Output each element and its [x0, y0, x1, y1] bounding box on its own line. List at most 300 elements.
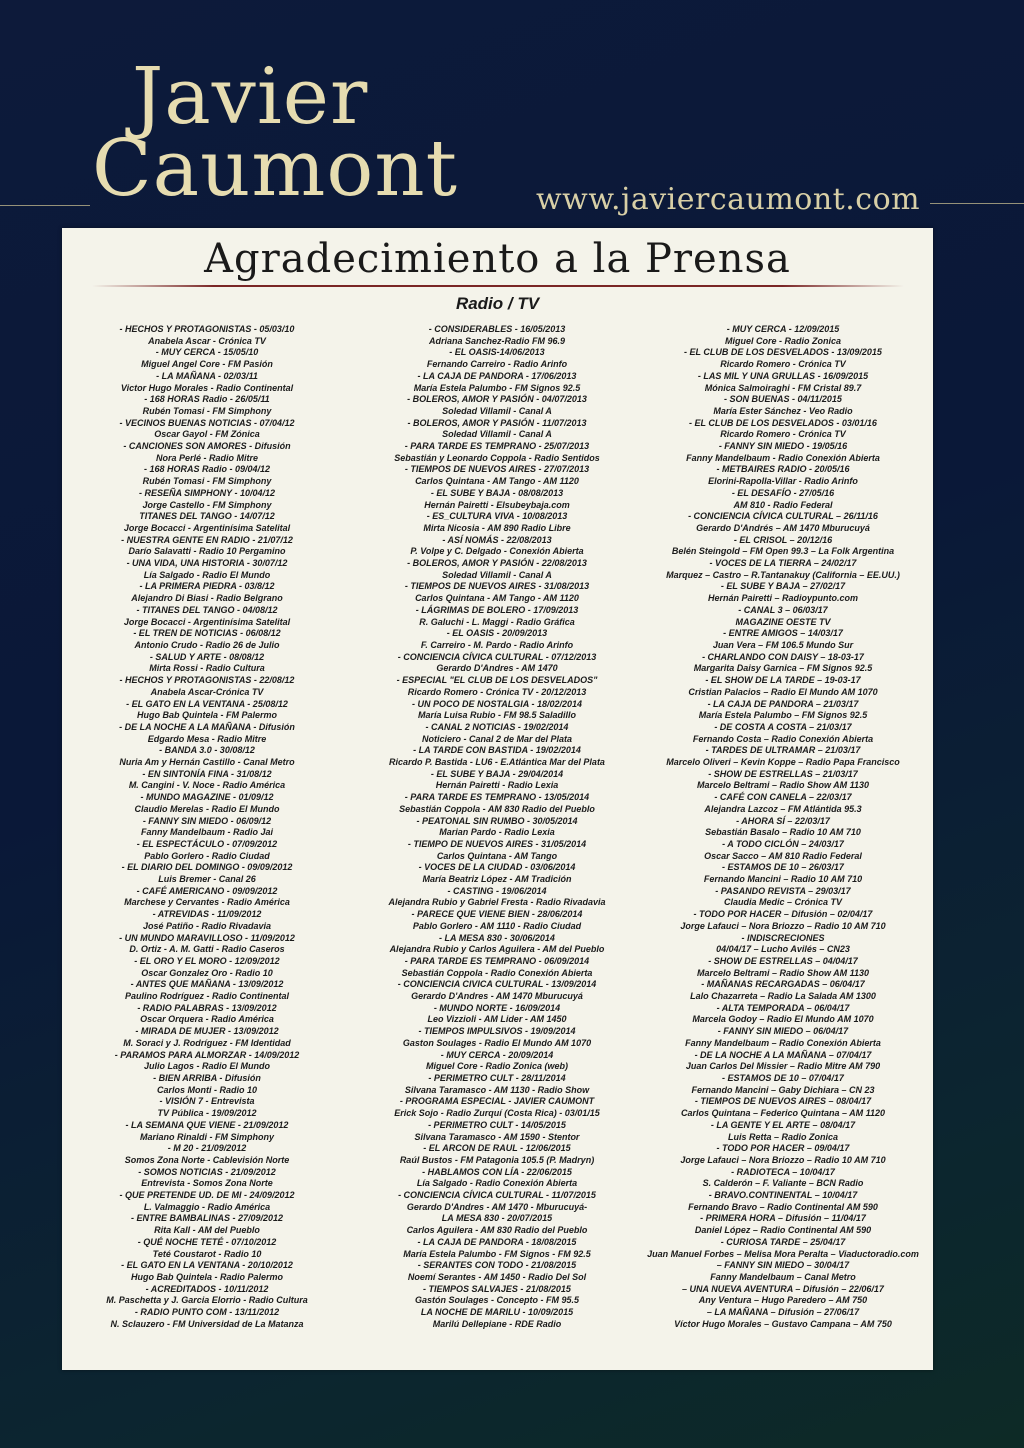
- press-entry: [352, 441, 642, 464]
- title-divider: [92, 285, 904, 287]
- press-entry: [62, 1096, 352, 1119]
- host-line: Hernán Pairetti - Radio Lexia: [435, 780, 559, 791]
- press-entry: [638, 1284, 928, 1307]
- program-line: - PERIMETRO CULT - 14/05/2015: [428, 1119, 566, 1130]
- program-line: - TIEMPO DE NUEVOS AIRES - 31/05/2014: [407, 838, 587, 849]
- program-line: - EL GATO EN LA VENTANA - 20/10/2012: [121, 1260, 293, 1271]
- press-entry: [638, 581, 928, 604]
- host-line: Ricardo Romero - Crónica TV: [720, 359, 846, 370]
- press-entry: [62, 1284, 352, 1307]
- program-line: - RADIO PALABRAS - 13/09/2012: [137, 1002, 277, 1013]
- host-line: Sebastián Coppola - Radio Conexión Abierta: [401, 967, 593, 978]
- host-line: Elorini-Rapolla-Villar - Radio Arinfo: [708, 476, 858, 487]
- program-line: - TIEMPOS DE NUEVOS AIRES – 08/04/17: [694, 1096, 872, 1107]
- program-line: - CAFÉ CON CANELA – 22/03/17: [714, 792, 852, 803]
- host-line: Oscar Gonzalez Oro - Radio 10: [141, 967, 273, 978]
- program-line: - EL OASIS - 20/09/2013: [446, 628, 548, 639]
- host-line: María Estela Palumbo - FM Signos 92.5: [413, 382, 581, 393]
- program-line: - ANTES QUE MAÑANA - 13/09/2012: [130, 979, 284, 990]
- host-line: MAGAZINE OESTE TV: [735, 616, 831, 627]
- press-entry: [62, 347, 352, 370]
- program-line: - TODO POR HACER – 09/04/17: [716, 1143, 850, 1154]
- program-line: - TITANES DEL TANGO - 04/08/12: [136, 604, 278, 615]
- host-line: Edgardo Mesa - Radio Mitre: [147, 733, 267, 744]
- program-line: - SALUD Y ARTE - 08/08/12: [149, 651, 265, 662]
- program-line: - CANAL 3 – 06/03/17: [738, 604, 828, 615]
- press-entry: [638, 722, 928, 745]
- press-entry: [352, 675, 642, 698]
- press-entry: [352, 699, 642, 722]
- press-entry: [352, 1073, 642, 1096]
- host-line: Jorge Bocacci - Argentinísima Satelital: [123, 522, 291, 533]
- press-entry: [352, 394, 642, 417]
- host-line: Juan Vera – FM 106.5 Mundo Sur: [712, 639, 854, 650]
- host-line: Cristian Palacios – Radio El Mundo AM 1070: [688, 686, 878, 697]
- host-line: Rita Kall - AM del Pueblo: [154, 1225, 260, 1236]
- press-entry: [352, 839, 642, 862]
- program-line: - CONSIDERABLES - 16/05/2013: [428, 324, 566, 334]
- host-line: L. Valmaggio - Radio América: [143, 1201, 271, 1212]
- press-column-2: [352, 324, 642, 1330]
- host-line: Gerardo D'Andrés – AM 1470 Mburucuyá: [696, 522, 870, 533]
- program-line: - ES_CULTURA VIVA - 10/08/2013: [426, 511, 568, 522]
- program-line: - PASANDO REVISTA – 29/03/17: [715, 885, 851, 896]
- press-entry: [638, 909, 928, 932]
- press-entry: [352, 371, 642, 394]
- program-line: - EL SUBE Y BAJA - 08/08/2013: [430, 487, 564, 498]
- press-entry: [352, 722, 642, 745]
- press-entry: [352, 535, 642, 558]
- program-line: - FANNY SIN MIEDO - 06/09/12: [142, 815, 272, 826]
- program-line: - PEATONAL SIN RUMBO - 30/05/2014: [416, 815, 578, 826]
- press-entry: [62, 769, 352, 792]
- press-entry: [62, 1213, 352, 1236]
- program-line: - ACREDITADOS - 10/11/2012: [145, 1283, 269, 1294]
- host-line: Sebastián y Leonardo Coppola - Radio Sentidos: [394, 452, 600, 463]
- host-line: Margarita Daisy Garnica – FM Signos 92.5: [693, 663, 873, 674]
- host-line: Alejandra Lazcoz – FM Atlántida 95.3: [704, 803, 862, 814]
- host-line: Marilú Dellepiane - RDE Radio: [432, 1318, 562, 1329]
- press-entry: [638, 441, 928, 464]
- press-entry: [638, 1213, 928, 1236]
- press-entry: [352, 605, 642, 628]
- press-entry: [62, 652, 352, 675]
- press-entry: [638, 324, 928, 347]
- host-line: Sebastián Basalo – Radio 10 AM 710: [705, 827, 861, 838]
- program-line: - DE COSTA A COSTA – 21/03/17: [714, 721, 852, 732]
- program-line: - FANNY SIN MIEDO - 19/05/16: [718, 441, 848, 452]
- press-entry: [62, 394, 352, 417]
- press-entry: [638, 1050, 928, 1073]
- press-entry: [638, 605, 928, 628]
- press-entry: [352, 1307, 642, 1330]
- host-line: Paulino Rodríguez - Radio Continental: [125, 991, 289, 1002]
- program-line: - EL CLUB DE LOS DESVELADOS - 03/01/16: [689, 417, 877, 428]
- host-line: Luis Bremer - Canal 26: [158, 874, 256, 885]
- host-line: Daniel López – Radio Continental AM 590: [694, 1225, 872, 1236]
- host-line: Carlos Quintana - AM Tango - AM 1120: [415, 593, 579, 604]
- host-line: Mónica Salmoiraghi - FM Cristal 89.7: [704, 382, 862, 393]
- host-line: Adriana Sanchez-Radio FM 96.9: [428, 335, 566, 346]
- press-entry: [638, 699, 928, 722]
- press-entry: [638, 347, 928, 370]
- press-entry: [62, 792, 352, 815]
- program-line: - ENTRE AMIGOS – 14/03/17: [723, 628, 843, 639]
- program-line: - CHARLANDO CON DAISY – 18-03-17: [702, 651, 864, 662]
- program-line: - DE LA NOCHE A LA MAÑANA – 07/04/17: [694, 1049, 872, 1060]
- press-entry: [638, 1307, 928, 1330]
- press-entry: [638, 535, 928, 558]
- press-entry: [638, 933, 928, 956]
- host-line: Víctor Hugo Morales – Gustavo Campana – AM 750: [674, 1318, 892, 1329]
- press-entry: [352, 558, 642, 581]
- program-line: - MUNDO NORTE - 16/09/2014: [433, 1002, 561, 1013]
- host-line: Fanny Mandelbaum – Canal Metro: [710, 1271, 856, 1282]
- press-entry: [62, 1260, 352, 1283]
- program-line: - LA GENTE Y EL ARTE – 08/04/17: [710, 1119, 856, 1130]
- host-line: Noticiero - Canal 2 de Mar del Plata: [421, 733, 573, 744]
- host-line: Lalo Chazarreta – Radio La Salada AM 1300: [690, 991, 876, 1002]
- host-line: D. Ortiz - A. M. Gatti - Radio Caseros: [129, 944, 285, 955]
- host-line: Mirta Rossi - Radio Cultura: [149, 663, 265, 674]
- program-line: - SHOW DE ESTRELLAS – 04/04/17: [708, 955, 858, 966]
- program-line: - CONCIENCIA CIVICA CULTURAL - 13/09/2014: [397, 979, 597, 990]
- host-line: M. Cangini - V. Noce - Radio América: [128, 780, 286, 791]
- program-line: - EL SUBE Y BAJA - 29/04/2014: [430, 768, 564, 779]
- press-entry: [352, 324, 642, 347]
- program-line: - VOCES DE LA CIUDAD - 03/06/2014: [418, 862, 576, 873]
- host-line: Gerardo D'Andres - AM 1470 - Mburucuyá-: [406, 1201, 588, 1212]
- press-entry: [352, 488, 642, 511]
- press-entry: [352, 511, 642, 534]
- program-line: - TIEMPOS IMPULSIVOS - 19/09/2014: [418, 1026, 576, 1037]
- program-line: - BANDA 3.0 - 30/08/12: [159, 745, 255, 756]
- press-entry: [638, 1260, 928, 1283]
- program-line: - VOCES DE LA TIERRA – 24/02/17: [709, 558, 857, 569]
- press-entry: [638, 862, 928, 885]
- press-entry: [352, 418, 642, 441]
- press-entry: [62, 535, 352, 558]
- program-line: - HABLAMOS CON LÍA - 22/06/2015: [422, 1166, 572, 1177]
- host-line: Fernando Bravo – Radio Continental AM 590: [688, 1201, 878, 1212]
- program-line: - EL SUBE Y BAJA – 27/02/17: [720, 581, 846, 592]
- program-line: - QUE PRETENDE UD. DE MI - 24/09/2012: [119, 1190, 295, 1201]
- press-entry: [638, 418, 928, 441]
- host-line: Fanny Mandelbaum - Radio Conexión Abierta: [686, 452, 880, 463]
- brand-divider-left: [0, 205, 90, 206]
- program-line: - PARA TARDE ES TEMPRANO - 25/07/2013: [404, 441, 590, 452]
- program-line: - DE LA NOCHE A LA MAÑANA - Difusión: [119, 721, 295, 732]
- host-line: Nora Perlé - Radio Mitre: [155, 452, 259, 463]
- program-line: - UNA VIDA, UNA HISTORIA - 30/07/12: [126, 558, 288, 569]
- program-line: - CANCIONES SON AMORES - Difusión: [123, 441, 291, 452]
- host-line: Teté Coustarot - Radio 10: [152, 1248, 262, 1259]
- press-entry: [638, 511, 928, 534]
- program-line: - LA MESA 830 - 30/06/2014: [439, 932, 555, 943]
- program-line: - INDISCRECIONES: [741, 932, 825, 943]
- host-line: Jorge Castello - FM Simphony: [142, 499, 272, 510]
- press-entry: [638, 886, 928, 909]
- host-line: Rubén Tomasi - FM Simphony: [142, 476, 272, 487]
- press-entry: [352, 862, 642, 885]
- host-line: Marcelo Beltrami – Radio Show AM 1130: [696, 967, 870, 978]
- program-line: - EL SHOW DE LA TARDE – 19-03-17: [705, 675, 861, 686]
- program-line: - CASTING - 19/06/2014: [447, 885, 547, 896]
- brand-name-first: Javier: [132, 52, 369, 142]
- host-line: Fernando Mancini – Gaby Dichiara – CN 23: [691, 1084, 875, 1095]
- press-entry: [62, 1237, 352, 1260]
- program-line: - BRAVO.CONTINENTAL – 10/04/17: [708, 1190, 858, 1201]
- program-line: - HECHOS Y PROTAGONISTAS - 05/03/10: [119, 324, 295, 334]
- press-entry: [62, 418, 352, 441]
- host-line: TV Pública - 19/09/2012: [157, 1108, 257, 1119]
- program-line: - 168 HORAS Radio - 09/04/12: [143, 464, 271, 475]
- program-line: - CONCIENCIA CÍVICA CULTURAL - 07/12/2013: [397, 651, 597, 662]
- program-line: - UN MUNDO MARAVILLOSO - 11/09/2012: [119, 932, 295, 943]
- press-entry: [638, 769, 928, 792]
- host-line: Luis Retta – Radio Zonica: [727, 1131, 839, 1142]
- host-line: Gerardo D'Andres - AM 1470: [436, 663, 558, 674]
- host-line: Fernando Costa – Radio Conexión Abierta: [692, 733, 874, 744]
- press-entry: [352, 1237, 642, 1260]
- press-entry: [352, 581, 642, 604]
- press-entry: [62, 1026, 352, 1049]
- host-line: Marian Pardo - Radio Lexia: [439, 827, 555, 838]
- host-line: Sebastián Coppola - AM 830 Radio del Pueblo: [399, 803, 595, 814]
- program-line: – FANNY SIN MIEDO – 30/04/17: [716, 1260, 850, 1271]
- host-line: Soledad Villamil - Canal A: [442, 405, 552, 416]
- program-line: - EL ESPECTÁCULO - 07/09/2012: [136, 838, 278, 849]
- press-entry: [62, 675, 352, 698]
- press-entry: [62, 581, 352, 604]
- press-entry: [352, 1167, 642, 1190]
- host-line: María Estela Palumbo – FM Signos 92.5: [698, 710, 868, 721]
- press-entry: [62, 886, 352, 909]
- press-entry: [352, 1050, 642, 1073]
- press-entry: [62, 862, 352, 885]
- section-heading: Radio / TV: [455, 294, 540, 313]
- host-line: María Luisa Rubio - FM 98.5 Saladillo: [417, 710, 577, 721]
- host-line: Carlos Monti - Radio 10: [156, 1084, 257, 1095]
- press-entry: [352, 792, 642, 815]
- host-line: Jorge Lafauci – Nora Briozzo – Radio 10 AM 710: [680, 1154, 886, 1165]
- program-line: - FANNY SIN MIEDO – 06/04/17: [717, 1026, 849, 1037]
- host-line: Rubén Tomasi - FM Simphony: [142, 405, 272, 416]
- program-line: - LA CAJA DE PANDORA - 17/06/2013: [417, 370, 577, 381]
- host-line: Juan Manuel Forbes – Melisa Mora Peralta – Viaductoradio.com: [647, 1248, 919, 1259]
- press-column-3: [638, 324, 928, 1330]
- program-line: - EL CRISOL – 20/12/16: [733, 534, 833, 545]
- press-entry: [352, 1026, 642, 1049]
- program-line: - BIEN ARRIBA - Difusión: [153, 1073, 261, 1083]
- host-line: Julio Lagos - Radio El Mundo: [144, 1061, 270, 1072]
- host-line: Hugo Bab Quintela - Radio Palermo: [130, 1271, 283, 1282]
- press-entry: [638, 816, 928, 839]
- program-line: - 168 HORAS Radio - 26/05/11: [144, 394, 270, 405]
- host-line: Noemí Serantes - AM 1450 - Radio Del Sol: [407, 1271, 587, 1282]
- press-entry: [352, 347, 642, 370]
- program-line: - TIEMPOS DE NUEVOS AIRES - 27/07/2013: [404, 464, 590, 475]
- press-entry: [352, 652, 642, 675]
- press-entry: [352, 628, 642, 651]
- press-entry: [62, 839, 352, 862]
- host-line: Somos Zona Norte - Cablevisión Norte: [124, 1154, 290, 1165]
- press-entry: [62, 511, 352, 534]
- press-entry: [352, 464, 642, 487]
- press-entry: [62, 909, 352, 932]
- host-line: Belén Steingold – FM Open 99.3 – La Folk Argentina: [671, 546, 895, 557]
- program-line: - CURIOSA TARDE – 25/04/17: [720, 1236, 846, 1247]
- host-line: Oscar Sacco – AM 810 Radio Federal: [704, 850, 862, 861]
- press-entry: [352, 1120, 642, 1143]
- program-line: - TIEMPOS DE NUEVOS AIRES - 31/08/2013: [404, 581, 590, 592]
- press-entry: [352, 886, 642, 909]
- host-line: Fernando Carreiro - Radio Arinfo: [426, 359, 568, 370]
- host-line: Gastón Soulages - Concepto - FM 95.5: [414, 1295, 580, 1306]
- press-entry: [638, 1143, 928, 1166]
- press-entry: [62, 1190, 352, 1213]
- press-entry: [638, 1096, 928, 1119]
- program-line: - A TODO CICLÓN – 24/03/17: [722, 838, 844, 849]
- host-line: Silvana Taramasco - AM 1130 - Radio Show: [404, 1084, 590, 1095]
- press-entry: [352, 769, 642, 792]
- press-entry: [62, 1073, 352, 1096]
- press-entry: [352, 956, 642, 979]
- host-line: Marcela Godoy – Radio El Mundo AM 1070: [692, 1014, 874, 1025]
- program-line: - EL ORO Y EL MORO - 12/09/2012: [134, 955, 280, 966]
- program-line: - PERIMETRO CULT - 28/11/2014: [428, 1073, 566, 1083]
- program-line: - ESPECIAL "EL CLUB DE LOS DESVELADOS": [396, 675, 598, 686]
- program-line: LA MESA 830 - 20/07/2015: [441, 1213, 553, 1224]
- press-entry: [638, 745, 928, 768]
- host-line: Entrevista - Somos Zona Norte: [141, 1178, 273, 1189]
- press-entry: [638, 792, 928, 815]
- program-line: - LA PRIMERA PIEDRA - 03/8/12: [139, 581, 275, 592]
- program-line: - SHOW DE ESTRELLAS – 21/03/17: [708, 768, 858, 779]
- program-line: - LÁGRIMAS DE BOLERO - 17/09/2013: [415, 604, 579, 615]
- host-line: N. Sclauzero - FM Universidad de La Matanza: [110, 1318, 304, 1329]
- host-line: Gaston Soulages - Radio El Mundo AM 1070: [402, 1037, 592, 1048]
- program-line: - ASÍ NOMÁS - 22/08/2013: [442, 534, 552, 545]
- program-line: - QUÉ NOCHE TETÉ - 07/10/2012: [137, 1236, 277, 1247]
- press-entry: [638, 839, 928, 862]
- program-line: LA NOCHE DE MARILU - 10/09/2015: [420, 1307, 574, 1318]
- press-entry: [62, 441, 352, 464]
- host-line: M. Soraci y J. Rodríguez - FM Identidad: [123, 1037, 291, 1048]
- host-line: Claudia Medic – Crónica TV: [723, 897, 843, 908]
- host-line: Darío Salavatti - Radio 10 Pergamino: [128, 546, 286, 557]
- program-line: - BOLEROS, AMOR Y PASIÓN - 22/08/2013: [407, 558, 587, 569]
- program-line: - EL TREN DE NOTICIAS - 06/08/12: [133, 628, 281, 639]
- press-entry: [638, 1190, 928, 1213]
- host-line: Anabela Ascar-Crónica TV: [150, 686, 264, 697]
- brand-divider-right: [930, 203, 1024, 204]
- program-line: - VECINOS BUENAS NOTICIAS - 07/04/12: [119, 417, 295, 428]
- program-line: - LA CAJA DE PANDORA - 18/08/2015: [417, 1236, 577, 1247]
- press-entry: [62, 371, 352, 394]
- press-entry: [62, 745, 352, 768]
- program-line: - EL ARCON DE RAUL - 12/06/2015: [423, 1143, 571, 1154]
- host-line: Fanny Mandelbaum – Radio Conexión Abierta: [685, 1037, 881, 1048]
- program-line: - BOLEROS, AMOR Y PASIÓN - 04/07/2013: [407, 394, 587, 405]
- program-line: - CONCIENCIA CÍVICA CULTURAL - 11/07/2015: [398, 1190, 596, 1201]
- program-line: - PARA TARDE ES TEMPRANO - 13/05/2014: [404, 792, 590, 803]
- program-line: - MAÑANAS RECARGADAS – 06/04/17: [701, 979, 865, 990]
- press-entry: [62, 628, 352, 651]
- host-line: Carlos Quintana - AM Tango: [436, 850, 558, 861]
- program-line: - PARA TARDE ES TEMPRANO - 06/09/2014: [404, 955, 590, 966]
- program-line: - METBAIRES RADIO - 20/05/16: [716, 464, 850, 475]
- program-line: - TARDES DE ULTRAMAR – 21/03/17: [705, 745, 861, 756]
- host-line: Alejandra Rubio y Gabriel Fresta - Radio Rivadavia: [388, 897, 606, 908]
- program-line: - MUY CERCA - 15/05/10: [155, 347, 259, 358]
- host-line: Marchese y Cervantes - Radio América: [124, 897, 290, 908]
- press-entry: [62, 816, 352, 839]
- host-line: María Estela Palumbo - FM Signos - FM 92.5: [403, 1248, 591, 1259]
- press-entry: [62, 324, 352, 347]
- press-entry: [638, 1003, 928, 1026]
- press-entry: [352, 909, 642, 932]
- host-line: P. Volpe y C. Delgado - Conexión Abierta: [410, 546, 584, 557]
- program-line: - TIEMPOS SALVAJES - 21/08/2015: [423, 1283, 571, 1294]
- host-line: Lía Salgado - Radio Conexión Abierta: [416, 1178, 578, 1189]
- program-line: - MIRADA DE MUJER - 13/09/2012: [135, 1026, 279, 1037]
- host-line: 04/04/17 – Lucho Avilés – CN23: [716, 944, 850, 955]
- host-line: Nuria Am y Hernán Castillo - Canal Metro: [119, 757, 295, 768]
- host-line: Anabela Ascar - Crónica TV: [148, 335, 266, 346]
- program-line: - AHORA SÍ – 22/03/17: [736, 815, 830, 826]
- program-line: - BOLEROS, AMOR Y PASIÓN - 11/07/2013: [407, 417, 587, 428]
- press-entry: [62, 558, 352, 581]
- brand-url: www.javiercaumont.com: [536, 182, 921, 217]
- press-entry: [638, 979, 928, 1002]
- press-entry: [352, 1143, 642, 1166]
- press-entry: [638, 1120, 928, 1143]
- program-line: - LAS MIL Y UNA GRULLAS - 16/09/2015: [697, 370, 869, 381]
- host-line: Marcelo Beltrami – Radio Show AM 1130: [696, 780, 870, 791]
- press-entry: [638, 1237, 928, 1260]
- host-line: Marquez – Castro – R.Tantanakuy (California – EE.UU.): [666, 569, 900, 580]
- program-line: - ENTRE BAMBALINAS - 27/09/2012: [130, 1213, 284, 1224]
- host-line: Hugo Bab Quintela - FM Palermo: [136, 710, 277, 721]
- host-line: Fernando Mancini – Radio 10 AM 710: [703, 874, 863, 885]
- program-line: - RESEÑA SIMPHONY - 10/04/12: [138, 487, 276, 498]
- press-entry: [62, 605, 352, 628]
- press-entry: [638, 1167, 928, 1190]
- program-line: TITANES DEL TANGO - 14/07/12: [139, 511, 275, 522]
- host-line: Carlos Quintana - AM Tango - AM 1120: [415, 476, 579, 487]
- program-line: - NUESTRA GENTE EN RADIO - 21/07/12: [121, 534, 293, 545]
- host-line: Miguel Core - Radio Zonica: [724, 335, 841, 346]
- program-line: - SON BUENAS - 04/11/2015: [724, 394, 842, 405]
- program-line: - HECHOS Y PROTAGONISTAS - 22/08/12: [119, 675, 295, 686]
- press-column-1: [62, 324, 352, 1330]
- host-line: Erick Sojo - Radio Zurquí (Costa Rica) - 03/01/15: [394, 1108, 600, 1119]
- host-line: Oscar Orquera - Radio América: [140, 1014, 274, 1025]
- press-entry: [352, 1260, 642, 1283]
- program-line: - ESTAMOS DE 10 – 26/03/17: [722, 862, 844, 873]
- press-entry: [62, 933, 352, 956]
- host-line: Lía Salgado - Radio El Mundo: [143, 569, 271, 580]
- host-line: Carlos Quintana – Federico Quintana – AM 1120: [680, 1108, 886, 1119]
- program-line: - MUY CERCA - 20/09/2014: [440, 1049, 554, 1060]
- program-line: - PROGRAMA ESPECIAL - JAVIER CAUMONT: [399, 1096, 595, 1107]
- program-line: - ATREVIDAS - 11/09/2012: [152, 909, 262, 920]
- host-line: Leo Vizzioli - AM Lider - AM 1450: [427, 1014, 567, 1025]
- host-line: Soledad Villamil - Canal A: [442, 429, 552, 440]
- press-entry: [62, 1050, 352, 1073]
- press-entry: [352, 1003, 642, 1026]
